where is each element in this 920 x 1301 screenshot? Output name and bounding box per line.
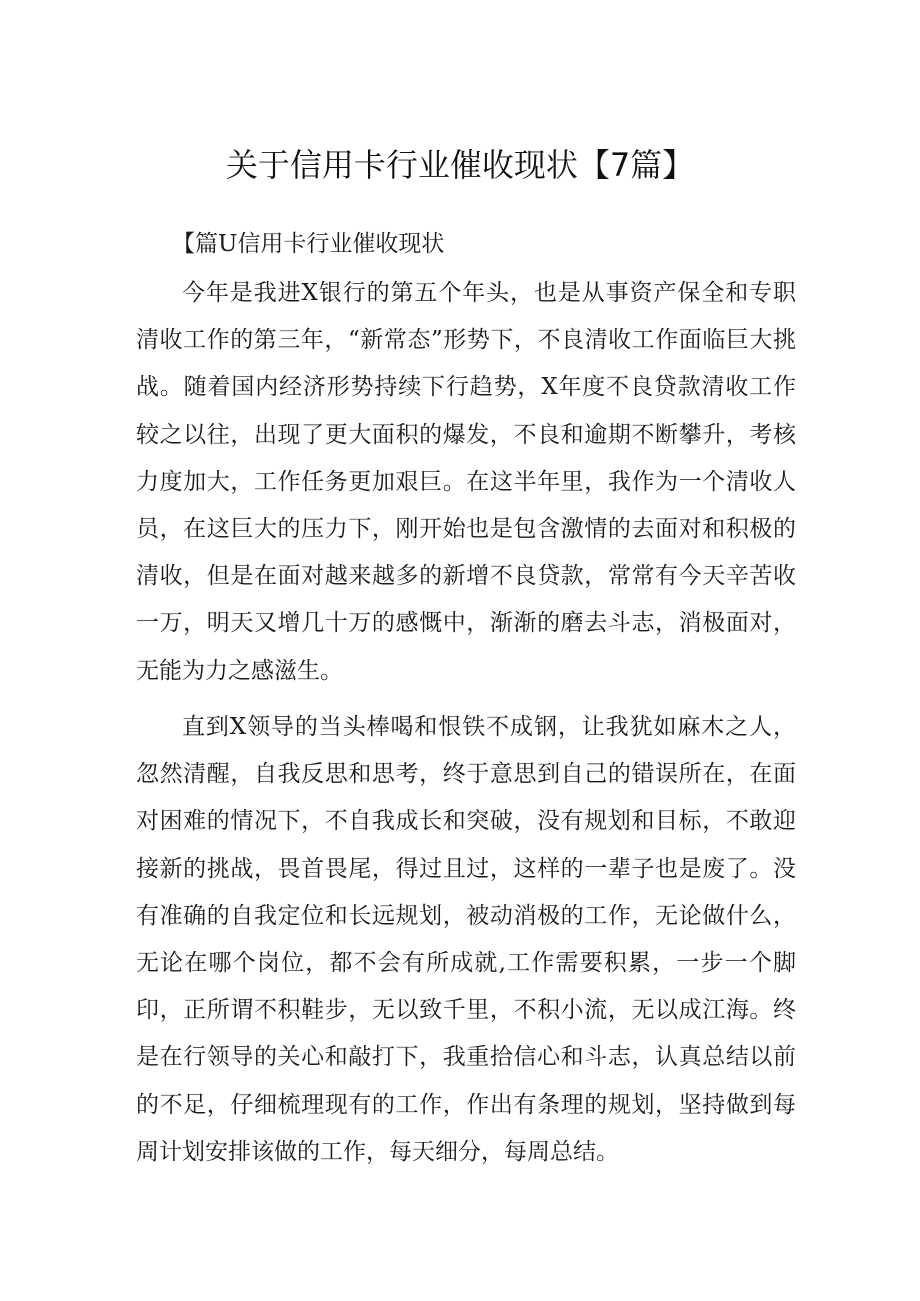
section-heading: 【篇U信用卡行业催收现状 <box>172 231 445 257</box>
document-title: 关于信用卡行业催收现状【7篇】 <box>225 146 695 184</box>
body-paragraph-2: 直到X领导的当头棒喝和恨铁不成钢，让我犹如麻木之人，忽然清醒，自我反思和思考，终于意思到自己的错误所在，在面对困难的情况下，不自我成长和突破，没有规划和目标，不敢迎接新的挑战，畏首畏尾，得过且过，这样的一辈子也是废了。没有准确的自我定位和长远规划，被动消极的工作，无论做什么，无论在哪个岗位，都不会有所成就,工作需要积累，一步一个脚印，正所谓不积鞋步，无以致千里，不积小流，无以成江海。终是在行领导的关心和敲打下，我重拾信心和斗志，认真总结以前的不足，仔细梳理现有的工作，作出有条理的规划，坚持做到每周计划安排该做的工作，每天细分，每周总结。 <box>136 714 796 1165</box>
body-paragraph-1: 今年是我进X银行的第五个年头，也是从事资产保全和专职清收工作的第三年，“新常态”形势下，不良清收工作面临巨大挑战。随着国内经济形势持续下行趋势，X年度不良贷款清收工作较之以往，出现了更大面积的爆发，不良和逾期不断攀升，考核力度加大，工作任务更加艰巨。在这半年里，我作为一个清收人员，在这巨大的压力下，刚开始也是包含激情的去面对和积极的清收，但是在面对越来越多的新增不良贷款，常常有今天辛苦收一万，明天又增几十万的感慨中，渐渐的磨去斗志，消极面对，无能为力之感滋生。 <box>136 280 796 684</box>
